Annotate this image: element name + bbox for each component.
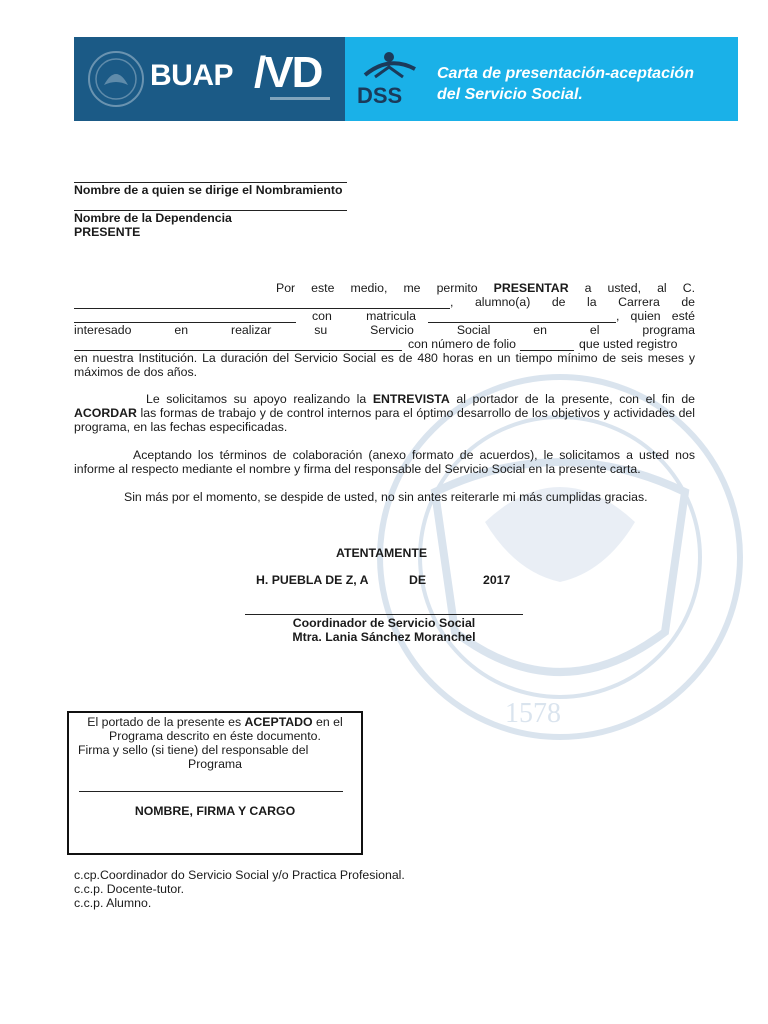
p1-bold-presentar: PRESENTAR bbox=[493, 281, 569, 295]
university-seal-icon bbox=[86, 49, 146, 109]
acceptance-box bbox=[67, 711, 363, 855]
banner-left bbox=[74, 37, 345, 121]
p1-line3 bbox=[74, 309, 695, 323]
dss-logo-icon bbox=[351, 47, 431, 111]
place-de: DE bbox=[409, 573, 427, 587]
signature-line bbox=[245, 606, 523, 615]
p1-to: a usted, al C. bbox=[584, 281, 695, 295]
header-banner bbox=[74, 37, 738, 121]
p1-folio: con número de folio bbox=[408, 337, 517, 351]
acceptance-line1-b: en el bbox=[316, 715, 343, 729]
acceptance-line1-a: El portado de la presente es bbox=[87, 715, 242, 729]
recipient-dependency: Nombre de la Dependencia bbox=[74, 211, 232, 225]
cc-item-2: c.c.p. Docente-tutor. bbox=[74, 882, 185, 896]
dss-logo-text: DSS bbox=[357, 83, 403, 108]
p2-b: al portador de la presente, con el fin de bbox=[456, 392, 696, 406]
p1-end: en nuestra Institución. La duración del Servicio Social es de 480 horas en un tiempo mínimo de seis meses y máximos de dos años. bbox=[74, 351, 695, 379]
p2-bold-entrevista: ENTREVISTA bbox=[372, 392, 450, 406]
p1-line1 bbox=[276, 281, 695, 295]
p2-a: Le solicitamos su apoyo realizando la bbox=[146, 392, 367, 406]
recipient-name: Nombre de a quien se dirige el Nombramiento bbox=[74, 183, 343, 197]
vd-logo-text: VD bbox=[264, 48, 322, 97]
banner-title-line1: Carta de presentación-aceptación bbox=[437, 65, 694, 82]
banner-right bbox=[345, 37, 738, 121]
p4: Sin más por el momento, se despide de usted, no sin antes reiterarle mi más cumplidas gracias. bbox=[124, 490, 648, 504]
place-puebla: H. PUEBLA DE Z, A bbox=[256, 573, 369, 587]
p2-line1 bbox=[146, 392, 695, 406]
banner-title bbox=[437, 63, 694, 105]
p1-alumno: , alumno(a) de la Carrera de bbox=[450, 295, 695, 309]
acceptance-line2: Programa descrito en éste documento. bbox=[109, 729, 321, 743]
acceptance-line4: Programa bbox=[188, 757, 242, 771]
signature-role: Coordinador de Servicio Social bbox=[292, 616, 476, 630]
acceptance-line3: Firma y sello (si tiene) del responsable del bbox=[78, 743, 309, 757]
student-name-blank[interactable] bbox=[74, 295, 450, 309]
signature-name: Mtra. Lania Sánchez Moranchel bbox=[292, 630, 476, 644]
p1-intro: Por este medio, me permito bbox=[276, 281, 478, 295]
p2-bold-acordar: ACORDAR bbox=[74, 406, 137, 420]
closing-atentamente: ATENTAMENTE bbox=[336, 546, 428, 560]
banner-title-line2: del Servicio Social. bbox=[437, 86, 583, 103]
p1-line2 bbox=[74, 295, 695, 309]
p2-c: las formas de trabajo y de control internos para el óptimo desarrollo de los objetivos y actividades del programa, en las fechas especificadas. bbox=[74, 406, 695, 434]
p2-rest bbox=[74, 406, 695, 434]
p3: Aceptando los términos de colaboración (anexo formato de acuerdos), le solicitamos a usted nos informe al respecto mediante el nombre y firma del responsable del Servicio Social en la presente carta. bbox=[74, 448, 695, 476]
p1-matricula: con matricula bbox=[312, 309, 416, 323]
p1-registro: que usted registro bbox=[579, 337, 678, 351]
watermark-year: 1578 bbox=[505, 698, 561, 729]
place-year: 2017 bbox=[483, 573, 511, 587]
recipient-presente: PRESENTE bbox=[74, 225, 141, 239]
cc-item-1: c.cp.Coordinador do Servicio Social y/o Practica Profesional. bbox=[74, 868, 405, 882]
recipient-line-2 bbox=[74, 202, 347, 211]
acceptance-signature-label: NOMBRE, FIRMA Y CARGO bbox=[134, 804, 296, 818]
vd-logo: /VD bbox=[254, 48, 322, 97]
acceptance-signature-line[interactable] bbox=[79, 791, 343, 792]
p1-line4: interesado en realizar su Servicio Social en el programa bbox=[74, 323, 695, 337]
recipient-line-1 bbox=[74, 174, 347, 183]
acceptance-bold: ACEPTADO bbox=[244, 715, 313, 729]
cc-item-3: c.c.p. Alumno. bbox=[74, 896, 152, 910]
vd-subtitle-bar bbox=[270, 97, 330, 100]
buap-logo: BUAP bbox=[150, 59, 234, 92]
p1-quien: , quien esté bbox=[616, 309, 695, 323]
cc-list bbox=[74, 868, 405, 910]
p1-line5 bbox=[74, 337, 695, 351]
acceptance-line1 bbox=[69, 715, 361, 729]
